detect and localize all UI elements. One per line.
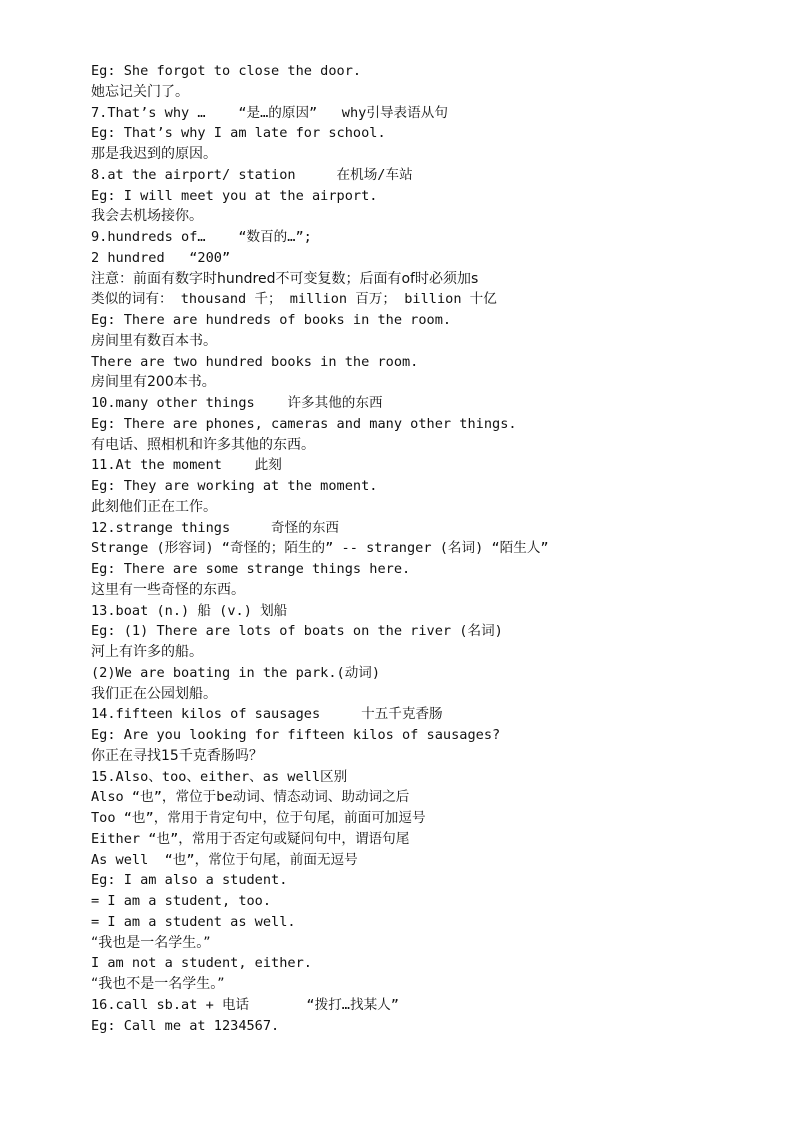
text-line: 13.boat (n.) 船 (v.) 划船 (91, 602, 288, 619)
text-line: 9.hundreds of… “数百的…”; (91, 229, 312, 245)
text-line: 你正在寻找15千克香肠吗？ (91, 747, 263, 764)
text-line: Either “也”，常用于否定句或疑问句中，谓语句尾 (91, 830, 410, 847)
text-line: 房间里有200本书。 (91, 374, 216, 391)
text-line: Eg: Are you looking for fifteen kilos of sausages? (91, 727, 501, 743)
text-line: 2 hundred “200” (91, 249, 231, 266)
text-line: “我也不是一名学生。” (91, 976, 225, 992)
text-line: (2)We are boating in the park.(动词) (91, 664, 381, 681)
text-line: Eg: I will meet you at the airport. (91, 187, 378, 204)
text-line: Eg: I am also a student. (91, 872, 288, 889)
text-line: 16.call sb.at + 电话 “拨打…找某人” (91, 996, 399, 1013)
text-line: There are two hundred books in the room. (91, 353, 419, 370)
text-line: 有电话、照相机和许多其他的东西。 (91, 436, 315, 453)
text-line: Too “也”，常用于肯定句中，位于句尾，前面可加逗号 (91, 810, 426, 826)
text-line: 15.Also、too、either、as well区别 (91, 768, 348, 785)
text-line: 我会去机场接你。 (91, 208, 203, 225)
text-line: 她忘记关门了。 (91, 83, 189, 100)
text-line: 注意：前面有数字时hundred不可变复数；后面有of时必须加s (91, 270, 479, 287)
text-line: = I am a student as well. (91, 913, 296, 930)
text-line: Eg: They are working at the moment. (91, 478, 378, 494)
text-line: Eg: That’s why I am late for school. (91, 125, 386, 142)
document-page (91, 61, 731, 1036)
text-line: 7.That’s why … “是…的原因” why引导表语从句 (91, 104, 448, 121)
text-line: 我们正在公园划船。 (91, 685, 217, 702)
text-line: 类似的词有： thousand 千； million 百万； billion 十亿 (91, 291, 497, 308)
text-line: 房间里有数百本书。 (91, 332, 217, 349)
text-line: 河上有许多的船。 (91, 644, 203, 660)
text-line: I am not a student, either. (91, 955, 312, 972)
text-line: = I am a student, too. (91, 893, 272, 909)
text-line: Eg: There are phones, cameras and many other things. (91, 415, 517, 432)
text-line: Eg: There are hundreds of books in the room. (91, 312, 452, 328)
text-line: 14.fifteen kilos of sausages 十五千克香肠 (91, 706, 443, 723)
text-line: 那是我迟到的原因。 (91, 146, 217, 162)
text-line: 11.At the moment 此刻 (91, 457, 282, 474)
text-line: 这里有一些奇怪的东西。 (91, 581, 245, 598)
text-line: Eg: Call me at 1234567. (91, 1017, 280, 1034)
text-line: Also “也”，常位于be动词、情态动词、助动词之后 (91, 789, 410, 806)
text-line: Eg: (1) There are lots of boats on the river (名词) (91, 623, 503, 640)
text-line: 12.strange things 奇怪的东西 (91, 519, 340, 536)
text-line: Eg: There are some strange things here. (91, 561, 411, 577)
text-line: 此刻他们正在工作。 (91, 498, 217, 515)
text-line: 8.at the airport/ station 在机场/车站 (91, 166, 413, 183)
text-line: 10.many other things 许多其他的东西 (91, 395, 383, 411)
text-line: Eg: She forgot to close the door. (91, 63, 362, 79)
text-line: “我也是一名学生。” (91, 934, 211, 951)
text-line: Strange (形容词) “奇怪的；陌生的” -- stranger (名词) “陌生人” (91, 540, 549, 557)
text-line: As well “也”，常位于句尾，前面无逗号 (91, 851, 358, 868)
